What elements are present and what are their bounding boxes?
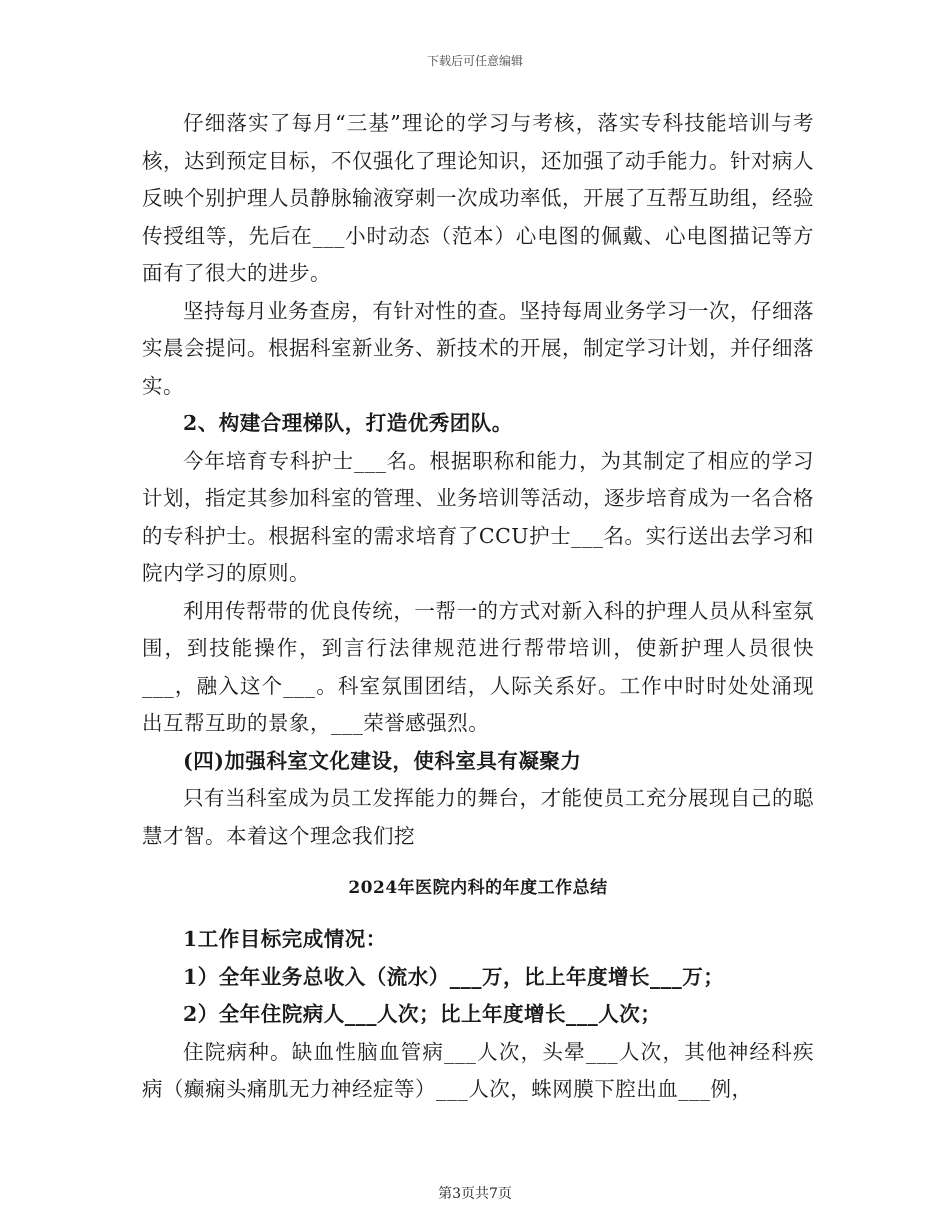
document-title: 2024年医院内科的年度工作总结 [348,878,608,898]
section-heading: 2、构建合理梯队，打造优秀团队。 [183,411,513,435]
paragraph: 仔细落实了每月“三基”理论的学习与考核，落实专科技能培训与考核，达到预定目标，不仅强化了理论知识，还加强了动手能力。针对病人反映个别护理人员静脉输液穿刺一次成功率低，开展了互帮互助组，经验传授组等，先后在___小时动态（范本）心电图的佩戴、心电图描记等方面有了很大的进步。 [142,111,814,285]
paragraph: 住院病种。缺血性脑血管病___人次，头晕___人次，其他神经科疾病（癫痫头痛肌无力神经症等）___人次，蛛网膜下腔出血___例， [142,1039,814,1101]
paragraph: 今年培育专科护士___名。根据职称和能力，为其制定了相应的学习计划，指定其参加科室的管理、业务培训等活动，逐步培育成为一名合格的专科护士。根据科室的需求培育了CCU护士___名。实行送出去学习和院内学习的原则。 [142,448,814,585]
page-footer: 第3页共7页 [438,1186,512,1202]
list-item: 1）全年业务总收入（流水）___万，比上年度增长___万； [183,964,725,989]
page-header: 下载后可任意编辑 [426,54,523,68]
list-item: 2）全年住院病人___人次；比上年度增长___人次； [183,1002,662,1026]
document-body [142,105,814,1109]
paragraph: 只有当科室成为员工发挥能力的舞台，才能使员工充分展现自己的聪慧才智。本着这个理念我们挖 [142,786,814,848]
paragraph: 坚持每月业务查房，有针对性的查。坚持每周业务学习一次，仔细落实晨会提问。根据科室新业务、新技术的开展，制定学习计划，并仔细落实。 [142,298,814,398]
paragraph: 利用传帮带的优良传统，一帮一的方式对新入科的护理人员从科室氛围，到技能操作，到言行法律规范进行帮带培训，使新护理人员很快___，融入这个___。科室氛围团结，人际关系好。工作中时时处处涌现出互帮互助的景象，___荣誉感强烈。 [142,598,814,735]
section-heading: 1工作目标完成情况： [183,927,387,951]
section-heading: (四)加强科室文化建设，使科室具有凝聚力 [183,748,582,773]
